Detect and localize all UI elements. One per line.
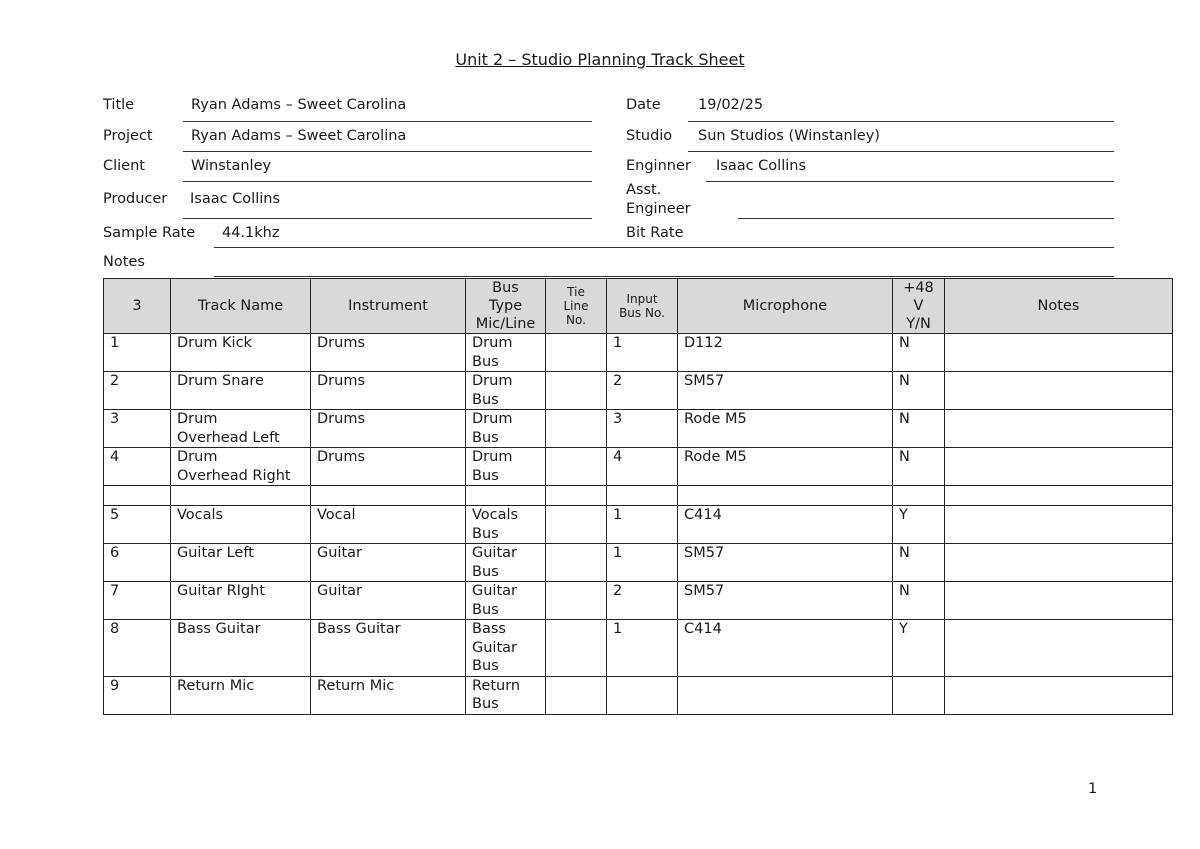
cell-input-bus[interactable]: 2 <box>607 372 678 410</box>
cell-microphone[interactable] <box>678 676 893 714</box>
cell-notes[interactable] <box>945 410 1173 448</box>
cell-bus-type[interactable]: Return Bus <box>466 676 546 714</box>
notes-label: Notes <box>103 254 145 270</box>
project-value[interactable]: Ryan Adams – Sweet Carolina <box>191 128 407 144</box>
cell-instrument[interactable]: Bass Guitar <box>311 620 466 677</box>
notes-underline <box>214 276 1114 277</box>
cell-track-number[interactable]: 3 <box>104 410 171 448</box>
cell-tie-line[interactable] <box>546 506 607 544</box>
cell-tie-line[interactable] <box>546 676 607 714</box>
cell-instrument[interactable]: Drums <box>311 410 466 448</box>
cell-track-number[interactable]: 4 <box>104 448 171 486</box>
date-value[interactable]: 19/02/25 <box>698 97 764 113</box>
cell-input-bus[interactable]: 3 <box>607 410 678 448</box>
cell-tie-line[interactable] <box>546 582 607 620</box>
engineer-underline <box>706 181 1114 182</box>
cell-phantom-power[interactable]: Y <box>893 506 945 544</box>
cell-microphone[interactable]: Rode M5 <box>678 410 893 448</box>
cell-microphone[interactable]: SM57 <box>678 582 893 620</box>
client-label: Client <box>103 158 145 174</box>
table-row <box>104 582 1173 620</box>
cell-bus-type[interactable]: Drum Bus <box>466 448 546 486</box>
producer-underline <box>183 218 592 219</box>
date-label: Date <box>626 97 661 113</box>
table-row <box>104 486 1173 506</box>
cell-tie-line[interactable] <box>546 410 607 448</box>
cell-input-bus[interactable] <box>607 486 678 506</box>
sample-rate-value[interactable]: 44.1khz <box>222 225 280 241</box>
header-bus-type: Bus Type Mic/Line <box>466 279 546 334</box>
cell-notes[interactable] <box>945 676 1173 714</box>
cell-notes[interactable] <box>945 448 1173 486</box>
cell-bus-type[interactable]: Drum Bus <box>466 334 546 372</box>
cell-track-number[interactable]: 9 <box>104 676 171 714</box>
cell-phantom-power[interactable]: N <box>893 334 945 372</box>
header-instrument: Instrument <box>311 279 466 334</box>
cell-track-name[interactable]: Vocals <box>171 506 311 544</box>
table-row <box>104 448 1173 486</box>
track-table-body <box>104 334 1173 715</box>
cell-notes[interactable] <box>945 582 1173 620</box>
cell-notes[interactable] <box>945 372 1173 410</box>
cell-bus-type[interactable]: Drum Bus <box>466 372 546 410</box>
page-number: 1 <box>1088 781 1098 797</box>
cell-bus-type[interactable]: Vocals Bus <box>466 506 546 544</box>
client-value[interactable]: Winstanley <box>191 158 272 174</box>
cell-instrument[interactable]: Drums <box>311 448 466 486</box>
asst-engineer-label-line2: Engineer <box>626 201 691 217</box>
header-tie-line: Tie Line No. <box>546 279 607 334</box>
date-underline <box>688 121 1114 122</box>
track-table <box>103 278 1173 715</box>
header-index: 3 <box>104 279 171 334</box>
cell-instrument[interactable]: Drums <box>311 372 466 410</box>
cell-notes[interactable] <box>945 620 1173 677</box>
table-row <box>104 334 1173 372</box>
cell-instrument[interactable]: Vocal <box>311 506 466 544</box>
cell-track-name[interactable]: Return Mic <box>171 676 311 714</box>
header-notes: Notes <box>945 279 1173 334</box>
studio-underline <box>688 151 1114 152</box>
engineer-label: Enginner <box>626 158 691 174</box>
header-phantom-power: +48 V Y/N <box>893 279 945 334</box>
cell-input-bus[interactable]: 4 <box>607 448 678 486</box>
cell-instrument[interactable]: Drums <box>311 334 466 372</box>
table-row <box>104 676 1173 714</box>
cell-track-number[interactable]: 2 <box>104 372 171 410</box>
cell-input-bus[interactable] <box>607 676 678 714</box>
cell-track-number[interactable]: 6 <box>104 544 171 582</box>
studio-value[interactable]: Sun Studios (Winstanley) <box>698 128 880 144</box>
cell-microphone[interactable] <box>678 486 893 506</box>
cell-notes[interactable] <box>945 486 1173 506</box>
cell-input-bus[interactable]: 2 <box>607 582 678 620</box>
cell-track-number[interactable]: 1 <box>104 334 171 372</box>
cell-instrument[interactable]: Guitar <box>311 582 466 620</box>
cell-track-number[interactable]: 5 <box>104 506 171 544</box>
table-row <box>104 410 1173 448</box>
cell-instrument[interactable]: Return Mic <box>311 676 466 714</box>
cell-track-name[interactable]: Bass Guitar <box>171 620 311 677</box>
cell-instrument[interactable] <box>311 486 466 506</box>
sample-rate-underline <box>214 247 1114 248</box>
cell-tie-line[interactable] <box>546 620 607 677</box>
cell-track-number[interactable]: 8 <box>104 620 171 677</box>
cell-track-name[interactable]: Guitar RIght <box>171 582 311 620</box>
cell-input-bus[interactable]: 1 <box>607 620 678 677</box>
cell-phantom-power[interactable]: N <box>893 448 945 486</box>
cell-input-bus[interactable]: 1 <box>607 544 678 582</box>
cell-notes[interactable] <box>945 544 1173 582</box>
cell-track-name[interactable]: Drum Kick <box>171 334 311 372</box>
cell-bus-type[interactable]: Guitar Bus <box>466 582 546 620</box>
engineer-value[interactable]: Isaac Collins <box>716 158 807 174</box>
asst-engineer-underline <box>738 218 1114 219</box>
bit-rate-label: Bit Rate <box>626 225 684 241</box>
table-row <box>104 544 1173 582</box>
cell-tie-line[interactable] <box>546 448 607 486</box>
cell-track-name[interactable]: Drum Overhead Left <box>171 410 311 448</box>
producer-value[interactable]: Isaac Collins <box>190 191 281 207</box>
table-row <box>104 506 1173 544</box>
header-track-name: Track Name <box>171 279 311 334</box>
cell-phantom-power[interactable]: N <box>893 372 945 410</box>
cell-input-bus[interactable]: 1 <box>607 334 678 372</box>
cell-phantom-power[interactable]: N <box>893 410 945 448</box>
cell-track-name[interactable]: Drum Snare <box>171 372 311 410</box>
cell-microphone[interactable]: C414 <box>678 620 893 677</box>
cell-bus-type[interactable] <box>466 486 546 506</box>
cell-bus-type[interactable]: Guitar Bus <box>466 544 546 582</box>
cell-tie-line[interactable] <box>546 334 607 372</box>
cell-microphone[interactable]: SM57 <box>678 544 893 582</box>
studio-label: Studio <box>626 128 673 144</box>
title-label: Title <box>103 97 135 113</box>
cell-phantom-power[interactable] <box>893 676 945 714</box>
header-input-bus: Input Bus No. <box>607 279 678 334</box>
cell-input-bus[interactable]: 1 <box>607 506 678 544</box>
sample-rate-label: Sample Rate <box>103 225 196 241</box>
cell-bus-type[interactable]: Bass Guitar Bus <box>466 620 546 677</box>
client-underline <box>183 181 592 182</box>
cell-phantom-power[interactable]: Y <box>893 620 945 677</box>
cell-track-name[interactable]: Drum Overhead Right <box>171 448 311 486</box>
cell-phantom-power[interactable]: N <box>893 544 945 582</box>
producer-label: Producer <box>103 191 168 207</box>
cell-tie-line[interactable] <box>546 372 607 410</box>
table-row <box>104 620 1173 677</box>
document-title: Unit 2 – Studio Planning Track Sheet <box>455 50 745 69</box>
cell-track-name[interactable]: Guitar Left <box>171 544 311 582</box>
title-underline <box>183 121 592 122</box>
cell-instrument[interactable]: Guitar <box>311 544 466 582</box>
cell-track-name[interactable] <box>171 486 311 506</box>
cell-track-number[interactable] <box>104 486 171 506</box>
cell-tie-line[interactable] <box>546 486 607 506</box>
project-label: Project <box>103 128 153 144</box>
cell-phantom-power[interactable] <box>893 486 945 506</box>
cell-microphone[interactable]: C414 <box>678 506 893 544</box>
asst-engineer-label-line1: Asst. <box>626 182 662 198</box>
cell-microphone[interactable]: SM57 <box>678 372 893 410</box>
project-underline <box>183 151 592 152</box>
cell-notes[interactable] <box>945 334 1173 372</box>
cell-notes[interactable] <box>945 506 1173 544</box>
cell-track-number[interactable]: 7 <box>104 582 171 620</box>
cell-tie-line[interactable] <box>546 544 607 582</box>
cell-bus-type[interactable]: Drum Bus <box>466 410 546 448</box>
cell-phantom-power[interactable]: N <box>893 582 945 620</box>
cell-microphone[interactable]: D112 <box>678 334 893 372</box>
table-header-row <box>104 279 1173 334</box>
cell-microphone[interactable]: Rode M5 <box>678 448 893 486</box>
table-row <box>104 372 1173 410</box>
header-microphone: Microphone <box>678 279 893 334</box>
title-value[interactable]: Ryan Adams – Sweet Carolina <box>191 97 407 113</box>
